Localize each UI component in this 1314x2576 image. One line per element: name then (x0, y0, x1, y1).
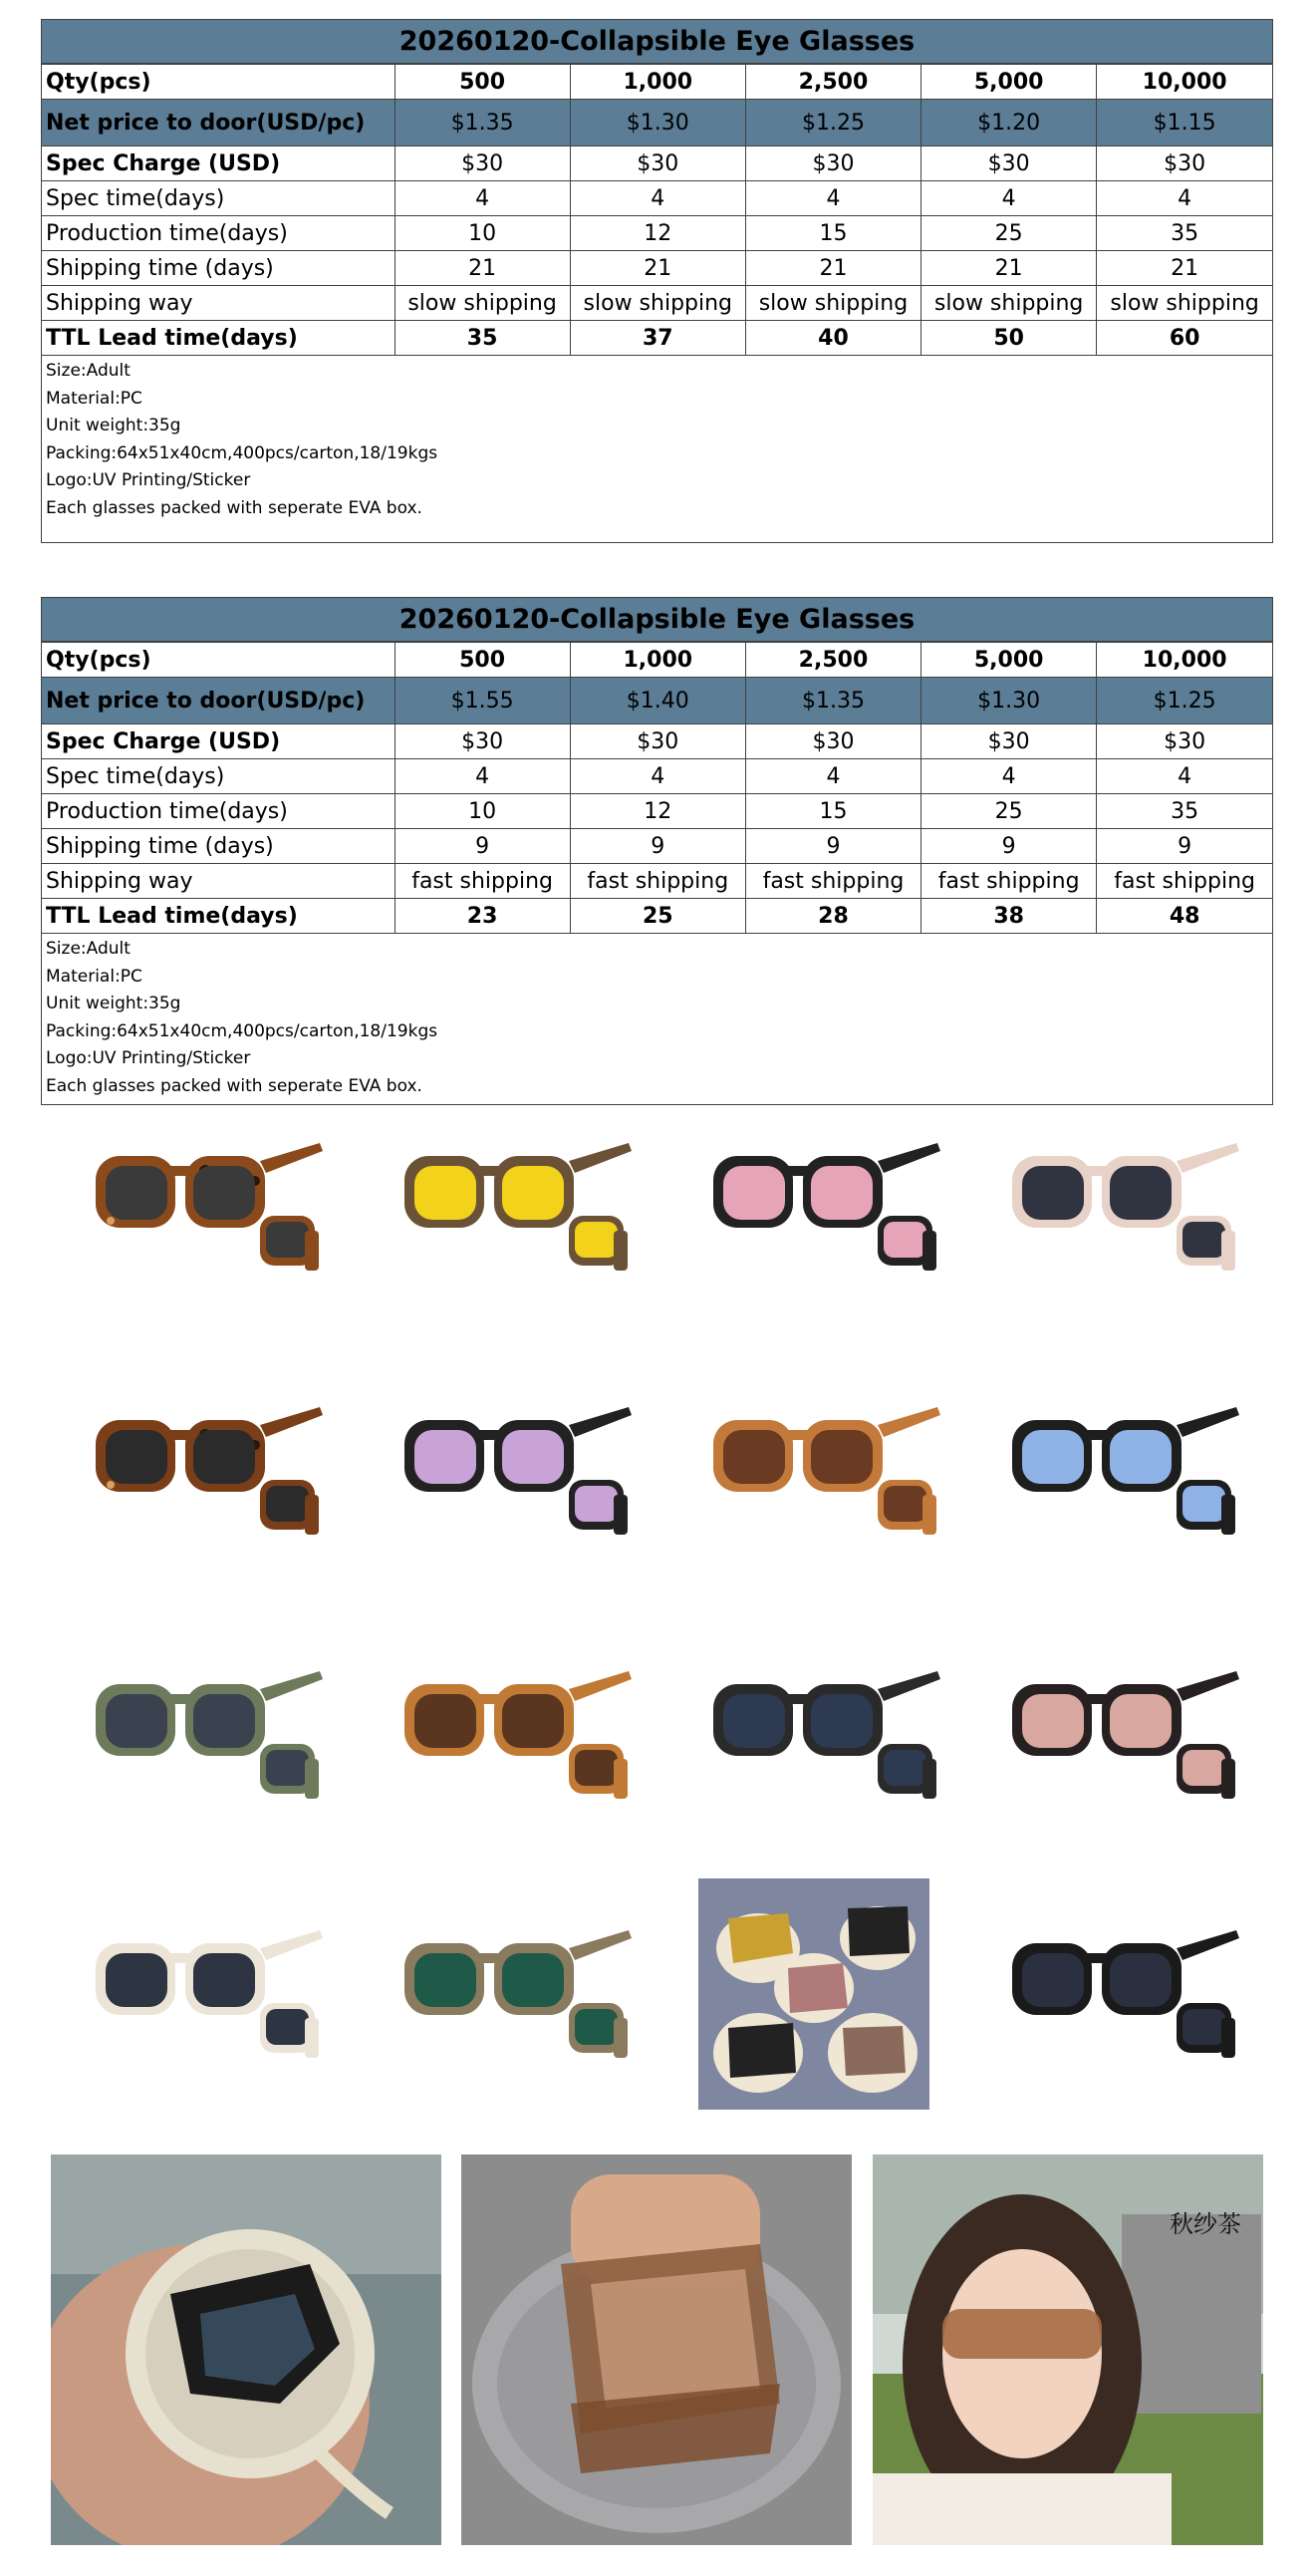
photo-folded-glasses-case-image (461, 2154, 852, 2545)
table-cell: 4 (394, 181, 570, 216)
product-photo (997, 1121, 1246, 1281)
folding-sunglasses-image (698, 1649, 947, 1809)
shipping-way-row (42, 864, 1272, 899)
folding-sunglasses-image (81, 1385, 330, 1545)
table-cell: 35 (394, 321, 570, 356)
qty-cell: 10,000 (1097, 65, 1272, 100)
product-photo (81, 1121, 330, 1281)
product-photo (997, 1385, 1246, 1545)
table-cell: 4 (745, 759, 920, 794)
note-line: Material:PC (46, 966, 142, 987)
table-cell: 12 (570, 794, 745, 829)
production-time-row (42, 794, 1272, 829)
table-cell: 9 (394, 829, 570, 864)
price-quote-table-2 (41, 597, 1273, 1105)
product-photo (997, 1908, 1246, 2068)
table-cell: 10 (394, 216, 570, 251)
table-cell: slow shipping (570, 286, 745, 321)
table-cell: 35 (1097, 794, 1272, 829)
table-cell: 10 (394, 794, 570, 829)
table-cell: fast shipping (394, 864, 570, 899)
price-cell: $1.30 (570, 100, 745, 146)
table-cell: 40 (745, 321, 920, 356)
note-line: Logo:UV Printing/Sticker (46, 1048, 251, 1068)
folding-sunglasses-image (81, 1908, 330, 2068)
folding-sunglasses-image (997, 1121, 1246, 1281)
price-cell: $1.15 (1097, 100, 1272, 146)
product-photo (390, 1649, 639, 1809)
folding-sunglasses-image (390, 1121, 639, 1281)
qty-cell: 1,000 (570, 65, 745, 100)
folding-sunglasses-image (81, 1649, 330, 1809)
row-label: TTL Lead time(days) (42, 899, 394, 934)
qty-row (42, 65, 1272, 100)
table-cell: 4 (921, 181, 1097, 216)
table-cell: 15 (745, 216, 920, 251)
spec-charge-row (42, 724, 1272, 759)
price-cell: $1.35 (745, 678, 920, 724)
price-quote-table-1 (41, 19, 1273, 543)
qty-cell: 2,500 (745, 65, 920, 100)
note-line: Unit weight:35g (46, 994, 181, 1013)
table-cell: 25 (921, 216, 1097, 251)
folding-sunglasses-image (390, 1385, 639, 1545)
row-label: Production time(days) (42, 216, 394, 251)
photo-folded-glasses-case (461, 2154, 852, 2545)
price-cell: $1.25 (745, 100, 920, 146)
row-label: Spec time(days) (42, 759, 394, 794)
assorted-folded-glasses-photo (698, 1878, 929, 2110)
row-label: Shipping time (days) (42, 251, 394, 286)
price-cell: $1.20 (921, 100, 1097, 146)
total-lead-time-row (42, 321, 1272, 356)
folding-sunglasses-image (698, 1121, 947, 1281)
table-cell: 35 (1097, 216, 1272, 251)
row-label: Qty(pcs) (42, 643, 394, 678)
price-cell: $1.30 (921, 678, 1097, 724)
table-cell: $30 (1097, 724, 1272, 759)
note-line: Size:Adult (46, 361, 131, 381)
table-cell: fast shipping (921, 864, 1097, 899)
price-cell: $1.35 (394, 100, 570, 146)
product-photo (390, 1385, 639, 1545)
table-cell: 9 (1097, 829, 1272, 864)
quote-title: 20260120-Collapsible Eye Glasses (42, 20, 1272, 64)
folding-sunglasses-image (81, 1121, 330, 1281)
product-photo (698, 1878, 929, 2110)
table-cell: 25 (570, 899, 745, 934)
note-line: Packing:64x51x40cm,400pcs/carton,18/19kgs (46, 442, 438, 463)
photo-model-wearing-sunglasses (873, 2154, 1263, 2545)
table-cell: $30 (745, 146, 920, 181)
folding-sunglasses-image (390, 1649, 639, 1809)
table-cell: 23 (394, 899, 570, 934)
product-photo (390, 1121, 639, 1281)
note-line: Unit weight:35g (46, 416, 181, 435)
table-cell: 21 (1097, 251, 1272, 286)
note-line: Each glasses packed with seperate EVA box. (46, 497, 422, 518)
table-cell: $30 (394, 724, 570, 759)
quote-title: 20260120-Collapsible Eye Glasses (42, 598, 1272, 642)
price-table (42, 64, 1272, 356)
table-cell: 50 (921, 321, 1097, 356)
qty-cell: 5,000 (921, 65, 1097, 100)
table-cell: slow shipping (921, 286, 1097, 321)
product-photo (997, 1649, 1246, 1809)
price-cell: $1.25 (1097, 678, 1272, 724)
table-cell: 38 (921, 899, 1097, 934)
table-cell: $30 (745, 724, 920, 759)
shipping-time-row (42, 829, 1272, 864)
table-cell: 4 (570, 759, 745, 794)
folding-sunglasses-image (997, 1385, 1246, 1545)
qty-cell: 2,500 (745, 643, 920, 678)
table-cell: 60 (1097, 321, 1272, 356)
qty-row (42, 643, 1272, 678)
price-cell: $1.55 (394, 678, 570, 724)
product-photo (698, 1649, 947, 1809)
price-table (42, 642, 1272, 934)
row-label: Shipping way (42, 286, 394, 321)
row-label: Production time(days) (42, 794, 394, 829)
production-time-row (42, 216, 1272, 251)
spec-time-row (42, 759, 1272, 794)
folding-sunglasses-image (390, 1908, 639, 2068)
product-photo (698, 1385, 947, 1545)
table-cell: 4 (921, 759, 1097, 794)
table-cell: fast shipping (570, 864, 745, 899)
product-photo (81, 1385, 330, 1545)
qty-cell: 500 (394, 65, 570, 100)
row-label: Shipping way (42, 864, 394, 899)
row-label: Shipping time (days) (42, 829, 394, 864)
product-photo (698, 1121, 947, 1281)
folding-sunglasses-image (997, 1908, 1246, 2068)
table-cell: 28 (745, 899, 920, 934)
table-cell: $30 (570, 146, 745, 181)
table-cell: 4 (1097, 181, 1272, 216)
table-cell: 21 (921, 251, 1097, 286)
photo-watermark-text: 秋纱茶 (1170, 2210, 1241, 2238)
photo-hand-folded-glasses (51, 2154, 441, 2545)
row-label: Net price to door(USD/pc) (42, 678, 394, 724)
table-cell: 9 (745, 829, 920, 864)
product-photo (81, 1649, 330, 1809)
spec-charge-row (42, 146, 1272, 181)
row-label: Spec Charge (USD) (42, 146, 394, 181)
note-line: Each glasses packed with seperate EVA box. (46, 1075, 422, 1096)
net-price-row (42, 678, 1272, 724)
table-cell: $30 (921, 724, 1097, 759)
table-cell: 15 (745, 794, 920, 829)
row-label: Net price to door(USD/pc) (42, 100, 394, 146)
product-notes (42, 934, 1272, 1102)
product-notes (42, 356, 1272, 524)
product-photo (81, 1908, 330, 2068)
shipping-time-row (42, 251, 1272, 286)
table-cell: $30 (921, 146, 1097, 181)
table-cell: slow shipping (394, 286, 570, 321)
table-cell: 48 (1097, 899, 1272, 934)
table-cell: 37 (570, 321, 745, 356)
table-cell: 9 (570, 829, 745, 864)
table-cell: 4 (745, 181, 920, 216)
row-label: Qty(pcs) (42, 65, 394, 100)
table-cell: 9 (921, 829, 1097, 864)
table-cell: slow shipping (745, 286, 920, 321)
shipping-way-row (42, 286, 1272, 321)
table-cell: 21 (745, 251, 920, 286)
folding-sunglasses-image (698, 1385, 947, 1545)
table-cell: 12 (570, 216, 745, 251)
table-cell: 25 (921, 794, 1097, 829)
table-cell: 21 (394, 251, 570, 286)
note-line: Material:PC (46, 388, 142, 409)
note-line: Size:Adult (46, 939, 131, 959)
qty-cell: 500 (394, 643, 570, 678)
table-cell: 4 (1097, 759, 1272, 794)
spec-time-row (42, 181, 1272, 216)
table-cell: 4 (570, 181, 745, 216)
qty-cell: 10,000 (1097, 643, 1272, 678)
note-line: Packing:64x51x40cm,400pcs/carton,18/19kgs (46, 1020, 438, 1041)
photo-hand-folded-glasses-image (51, 2154, 441, 2545)
product-photo (390, 1908, 639, 2068)
net-price-row (42, 100, 1272, 146)
table-cell: 4 (394, 759, 570, 794)
qty-cell: 5,000 (921, 643, 1097, 678)
total-lead-time-row (42, 899, 1272, 934)
price-cell: $1.40 (570, 678, 745, 724)
note-line: Logo:UV Printing/Sticker (46, 470, 251, 490)
row-label: Spec Charge (USD) (42, 724, 394, 759)
table-cell: fast shipping (1097, 864, 1272, 899)
product-gallery (41, 1121, 1273, 2118)
folding-sunglasses-image (997, 1649, 1246, 1809)
table-cell: slow shipping (1097, 286, 1272, 321)
table-cell: $30 (1097, 146, 1272, 181)
table-cell: $30 (394, 146, 570, 181)
table-cell: fast shipping (745, 864, 920, 899)
table-cell: $30 (570, 724, 745, 759)
row-label: Spec time(days) (42, 181, 394, 216)
row-label: TTL Lead time(days) (42, 321, 394, 356)
qty-cell: 1,000 (570, 643, 745, 678)
table-cell: 21 (570, 251, 745, 286)
